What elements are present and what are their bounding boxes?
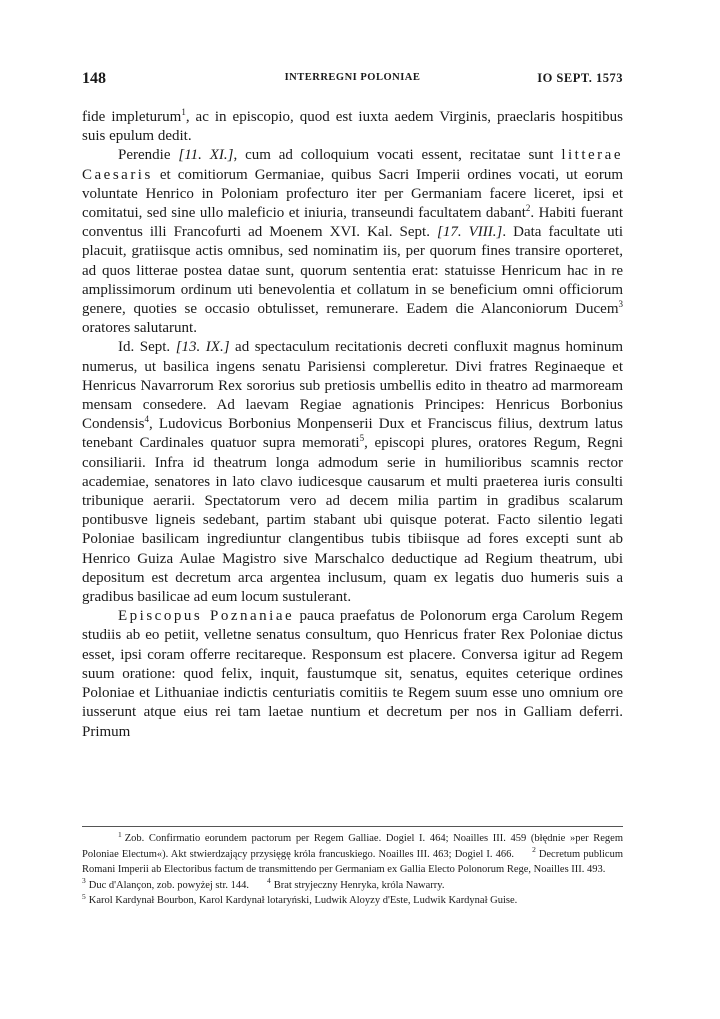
footnote-ref-1: 1 — [181, 107, 186, 117]
date-bracket: [11. XI.] — [178, 147, 234, 164]
footnote-2-number: 2 — [532, 845, 536, 855]
paragraph-1: fide impleturum$^1$, ac in episcopio, quod est iuxta aedem Virginis, praeclaris hospitibus suis epulum dedit. — [82, 107, 623, 145]
footnote-divider — [82, 826, 623, 827]
paragraph-4: Episcopus Poznaniae pauca praefatus de Polonorum erga Carolum Regem studiis ab eo petiit, velletne senatus consultum, quo Henricus frater Rex Poloniae dictus esset, ipsi coram offerre recitareque. Responsum est placere. Conversa igitur ad Regem suum oratione: quod felix, inquit, faustumque sit, senatus, equites ceterique ordines Poloniae et Lithuaniae indictis centuriatis comitiis te Regem suum esse uno omnium ore iusserunt atque eius rei tam laetae nuntium et decretum per nos in Galliam deferri. Primum — [82, 608, 623, 740]
footnote-line-3-4: $^3$ Duc d'Alançon, zob. powyżej str. 144. $^4$ Brat stryjeczny Henryka, króla Nawarry. — [82, 876, 445, 891]
spaced-emphasis: litterae Caesaris — [82, 147, 623, 183]
running-header — [82, 70, 623, 90]
page-number: 148 — [82, 70, 106, 87]
date-bracket: [13. IX.] — [175, 339, 230, 356]
footnote-3: Duc d'Alançon, zob. powyżej str. 144. — [88, 879, 249, 891]
main-text — [82, 108, 623, 742]
footnotes — [82, 831, 623, 909]
footnote-ref-3: 3 — [618, 299, 623, 310]
footnote-5: $^5$ Karol Kardynał Bourbon, Karol Kardynał lotaryński, Ludwik Aloyzy d'Este, Ludwik Kardynał Guise. — [82, 891, 518, 907]
footnote-2: Decretum publicum Romani Imperii ab Electoribus factum de transmittendo per Germaniam ex Gallia Electo Polonorum Rege, Noailles III. 493. — [82, 848, 623, 876]
paragraph-2: Perendie [11. XI.], cum ad colloquium vocati essent, recitatae sunt litterae Caesaris et comitiorum Germaniae, quibus Sacri Imperii ordines vocati, ut eorum voluntate Henrico in Poloniam profecturo iter per Germaniam facere liceret, ipsi et comitatui, sed sine ullo maleficio et iniuria, transeundi facultatem dabant$^2$. Habiti fuerant conventus illi Francofurti ad Moenem XVI. Kal. Sept. [17. VIII.]. Data facultate uti placuit, gratiisque actis omnibus, sed nominatim iis, per quorum fines transire oporteret, ad quos litterae postea datae sunt, quorum sententia erat: statuisse Henricum hac in re amplissimorum ordinum uti benevolentia et collatum in se beneficium omni officiorum genere, quoties se occasio obtulisset, remunerare. Eadem die Alanconiorum Ducem$^3$ oratores salutarunt. — [82, 147, 624, 337]
footnote-4: Brat stryjeczny Henryka, króla Nawarry. — [273, 879, 445, 891]
footnote-1: $^1$ Zob. Confirmatio eorundem pactorum per Regem Galliae. Dogiel I. 464; Noailles III. 459 (błędnie »per Regem Poloniae Electum«). Akt stwierdzający przysięgę króla francuskiego. Noailles III. 463; Dogiel I. 466. $^2$ Decretum publicum Romani Imperii ab Electoribus factum de transmittendo per Germaniam ex Gallia Electo Polonorum Rege, Noailles III. 493. — [82, 829, 623, 876]
footnote-ref-5: 5 — [359, 433, 365, 444]
footnote-ref-2: 2 — [525, 203, 531, 214]
spaced-emphasis: Episcopus Poznaniae — [118, 608, 295, 625]
running-title: INTERREGNI POLONIAE — [284, 72, 421, 83]
footnote-ref-4: 4 — [144, 414, 150, 425]
paragraph-3: Id. Sept. [13. IX.] ad spectaculum recitationis decreti confluxit magnus hominum numerus, ut basilica ingens senatu Parisiensi compleretur. Divi fratres Reginaeque et Henricus Navarrorum Rex sororius sub pretiosis umbellis edito in theatro ad marmoream mensam consedere. Ad laevam Regiae agnationis Principes: Henricus Borbonius Condensis$^4$, Ludovicus Borbonius Monpenserii Dux et Franciscus filius, dextrum latus tenebant Cardinales quatuor supra memorati$^5$, episcopi plures, oratores Regum, Regni consiliarii. Infra id theatrum longa admodum serie in humilioribus scamnis rector academiae, senatores in lato clavo iudicesque causarum et multi praeterea iuris consulti tribunique aerarii. Spectatorum vero ad decem milia partim in gradibus scalarum pontibusve ligneis sedebant, partim stabant ubi quisque poterat. Facto silentio legati Poloniae basilicam ingrediuntur clangentibus tubis tibiisque ad fores excepti sunt ab Henrico Guiza Aulae Magistro sive Marschalco deductique ad Regium theatrum, ubi depositum est decretum arca argentea inclusum, quam ex legatis duo humeris suis a gradibus basilicae ad eum locum sustulerant. — [82, 339, 623, 606]
date-bracket: [17. VIII.] — [436, 224, 503, 241]
header-date: IO SEPT. 1573 — [537, 71, 623, 85]
